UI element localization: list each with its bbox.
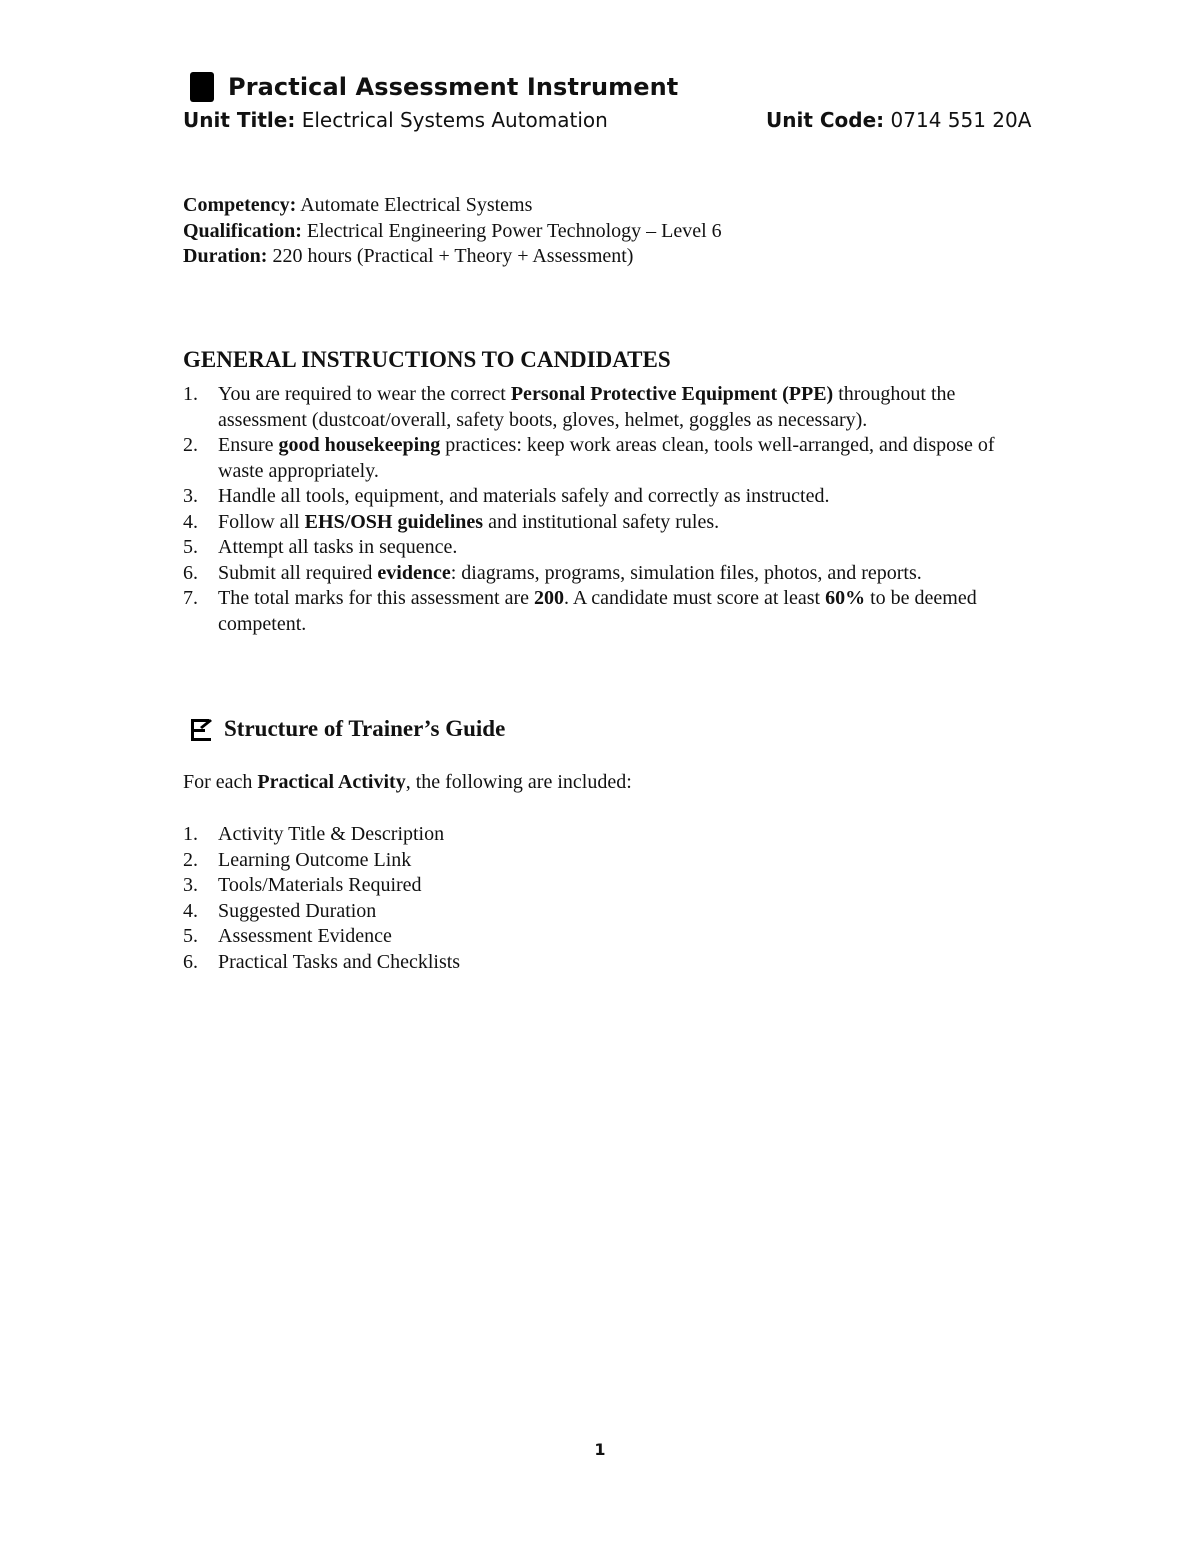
component-number: 2. — [183, 848, 198, 871]
instruction-emphasis: 60% — [825, 587, 866, 609]
instruction-item — [183, 586, 1033, 637]
qualification-label: Qualification: — [183, 219, 302, 242]
component-text: Assessment Evidence — [218, 925, 392, 947]
duration-line — [183, 244, 722, 270]
component-number: 5. — [183, 925, 198, 947]
unit-code — [766, 108, 1031, 132]
instruction-item — [183, 510, 1033, 536]
unit-title — [183, 108, 608, 132]
unit-title-label: Unit Title: — [183, 108, 296, 132]
instructions-list — [183, 382, 1033, 637]
instruction-text: Ensure — [218, 434, 279, 456]
document-title: Practical Assessment Instrument — [228, 73, 679, 101]
competency-value: Automate Electrical Systems — [300, 194, 533, 216]
unit-info-row — [183, 108, 1043, 136]
intro-suffix: , the following are included: — [405, 771, 632, 793]
trainer-guide-heading: Structure of Trainer’s Guide — [224, 716, 506, 741]
component-number: 1. — [183, 823, 198, 845]
component-item — [183, 924, 1033, 950]
competency-line — [183, 193, 722, 219]
instruction-number: 5. — [183, 536, 198, 558]
instruction-item — [183, 535, 1033, 561]
instruction-emphasis: evidence — [377, 561, 451, 584]
instruction-number: 6. — [183, 561, 198, 584]
instruction-item — [183, 433, 1033, 484]
unit-code-label: Unit Code: — [766, 108, 885, 132]
component-item — [183, 950, 1033, 976]
document-block-icon — [190, 72, 214, 102]
instruction-emphasis: good housekeeping — [278, 434, 441, 456]
instruction-number: 3. — [183, 485, 198, 507]
meta-block — [183, 193, 722, 270]
component-item — [183, 873, 1033, 899]
component-text: Practical Tasks and Checklists — [218, 950, 461, 973]
component-number: 6. — [183, 950, 198, 973]
instruction-text: practices: keep work areas clean, tools well-arranged, and dispose of waste appropriately. — [218, 434, 995, 482]
component-text: Tools/Materials Required — [218, 874, 422, 896]
document-header — [190, 72, 678, 102]
instruction-number: 1. — [183, 383, 198, 405]
component-number: 4. — [183, 899, 198, 922]
component-item — [183, 899, 1033, 925]
trainer-guide-intro — [183, 771, 632, 794]
instruction-emphasis: EHS/OSH guidelines — [304, 510, 484, 533]
qualification-line — [183, 219, 722, 245]
instruction-text: : diagrams, programs, simulation files, photos, and reports. — [450, 561, 922, 584]
trainer-guide-header — [188, 715, 505, 743]
component-text: Learning Outcome Link — [218, 848, 412, 871]
clipboard-pen-icon — [188, 715, 214, 743]
page-number: 1 — [594, 1440, 606, 1459]
instruction-text: to be deemed competent. — [218, 587, 977, 635]
qualification-value: Electrical Engineering Power Technology – Level 6 — [306, 219, 722, 242]
intro-bold: Practical Activity — [257, 771, 406, 793]
instruction-text: You are required to wear the correct — [218, 383, 511, 405]
instruction-text: . A candidate must score at least — [564, 587, 826, 609]
duration-label: Duration: — [183, 245, 268, 267]
duration-value: 220 hours (Practical + Theory + Assessment) — [272, 245, 634, 267]
component-text: Activity Title & Description — [218, 823, 445, 845]
instruction-emphasis: Personal Protective Equipment (PPE) — [510, 383, 834, 405]
instruction-item — [183, 382, 1033, 433]
instruction-number: 4. — [183, 510, 198, 533]
instruction-text: Attempt all tasks in sequence. — [218, 536, 458, 558]
instruction-text: Handle all tools, equipment, and materials safely and correctly as instructed. — [218, 485, 830, 507]
instruction-text: throughout the assessment (dustcoat/overall, safety boots, gloves, helmet, goggles as necessary). — [218, 383, 956, 431]
component-item — [183, 822, 1033, 848]
instruction-text: The total marks for this assessment are — [218, 587, 535, 609]
trainer-guide-components-list — [183, 822, 1033, 975]
instruction-item — [183, 561, 1033, 587]
intro-prefix: For each — [183, 771, 258, 793]
component-text: Suggested Duration — [218, 899, 377, 922]
competency-label: Competency: — [183, 194, 297, 216]
general-instructions-heading: GENERAL INSTRUCTIONS TO CANDIDATES — [183, 347, 671, 372]
instruction-number: 2. — [183, 434, 198, 456]
component-number: 3. — [183, 874, 198, 896]
unit-title-value: Electrical Systems Automation — [301, 108, 608, 132]
instruction-item — [183, 484, 1033, 510]
unit-code-value: 0714 551 20A — [890, 108, 1032, 132]
instruction-emphasis: 200 — [534, 587, 565, 609]
instruction-text: Follow all — [218, 510, 305, 533]
component-item — [183, 848, 1033, 874]
instruction-text: and institutional safety rules. — [483, 510, 720, 533]
instruction-text: Submit all required — [218, 561, 378, 584]
instruction-number: 7. — [183, 587, 198, 609]
